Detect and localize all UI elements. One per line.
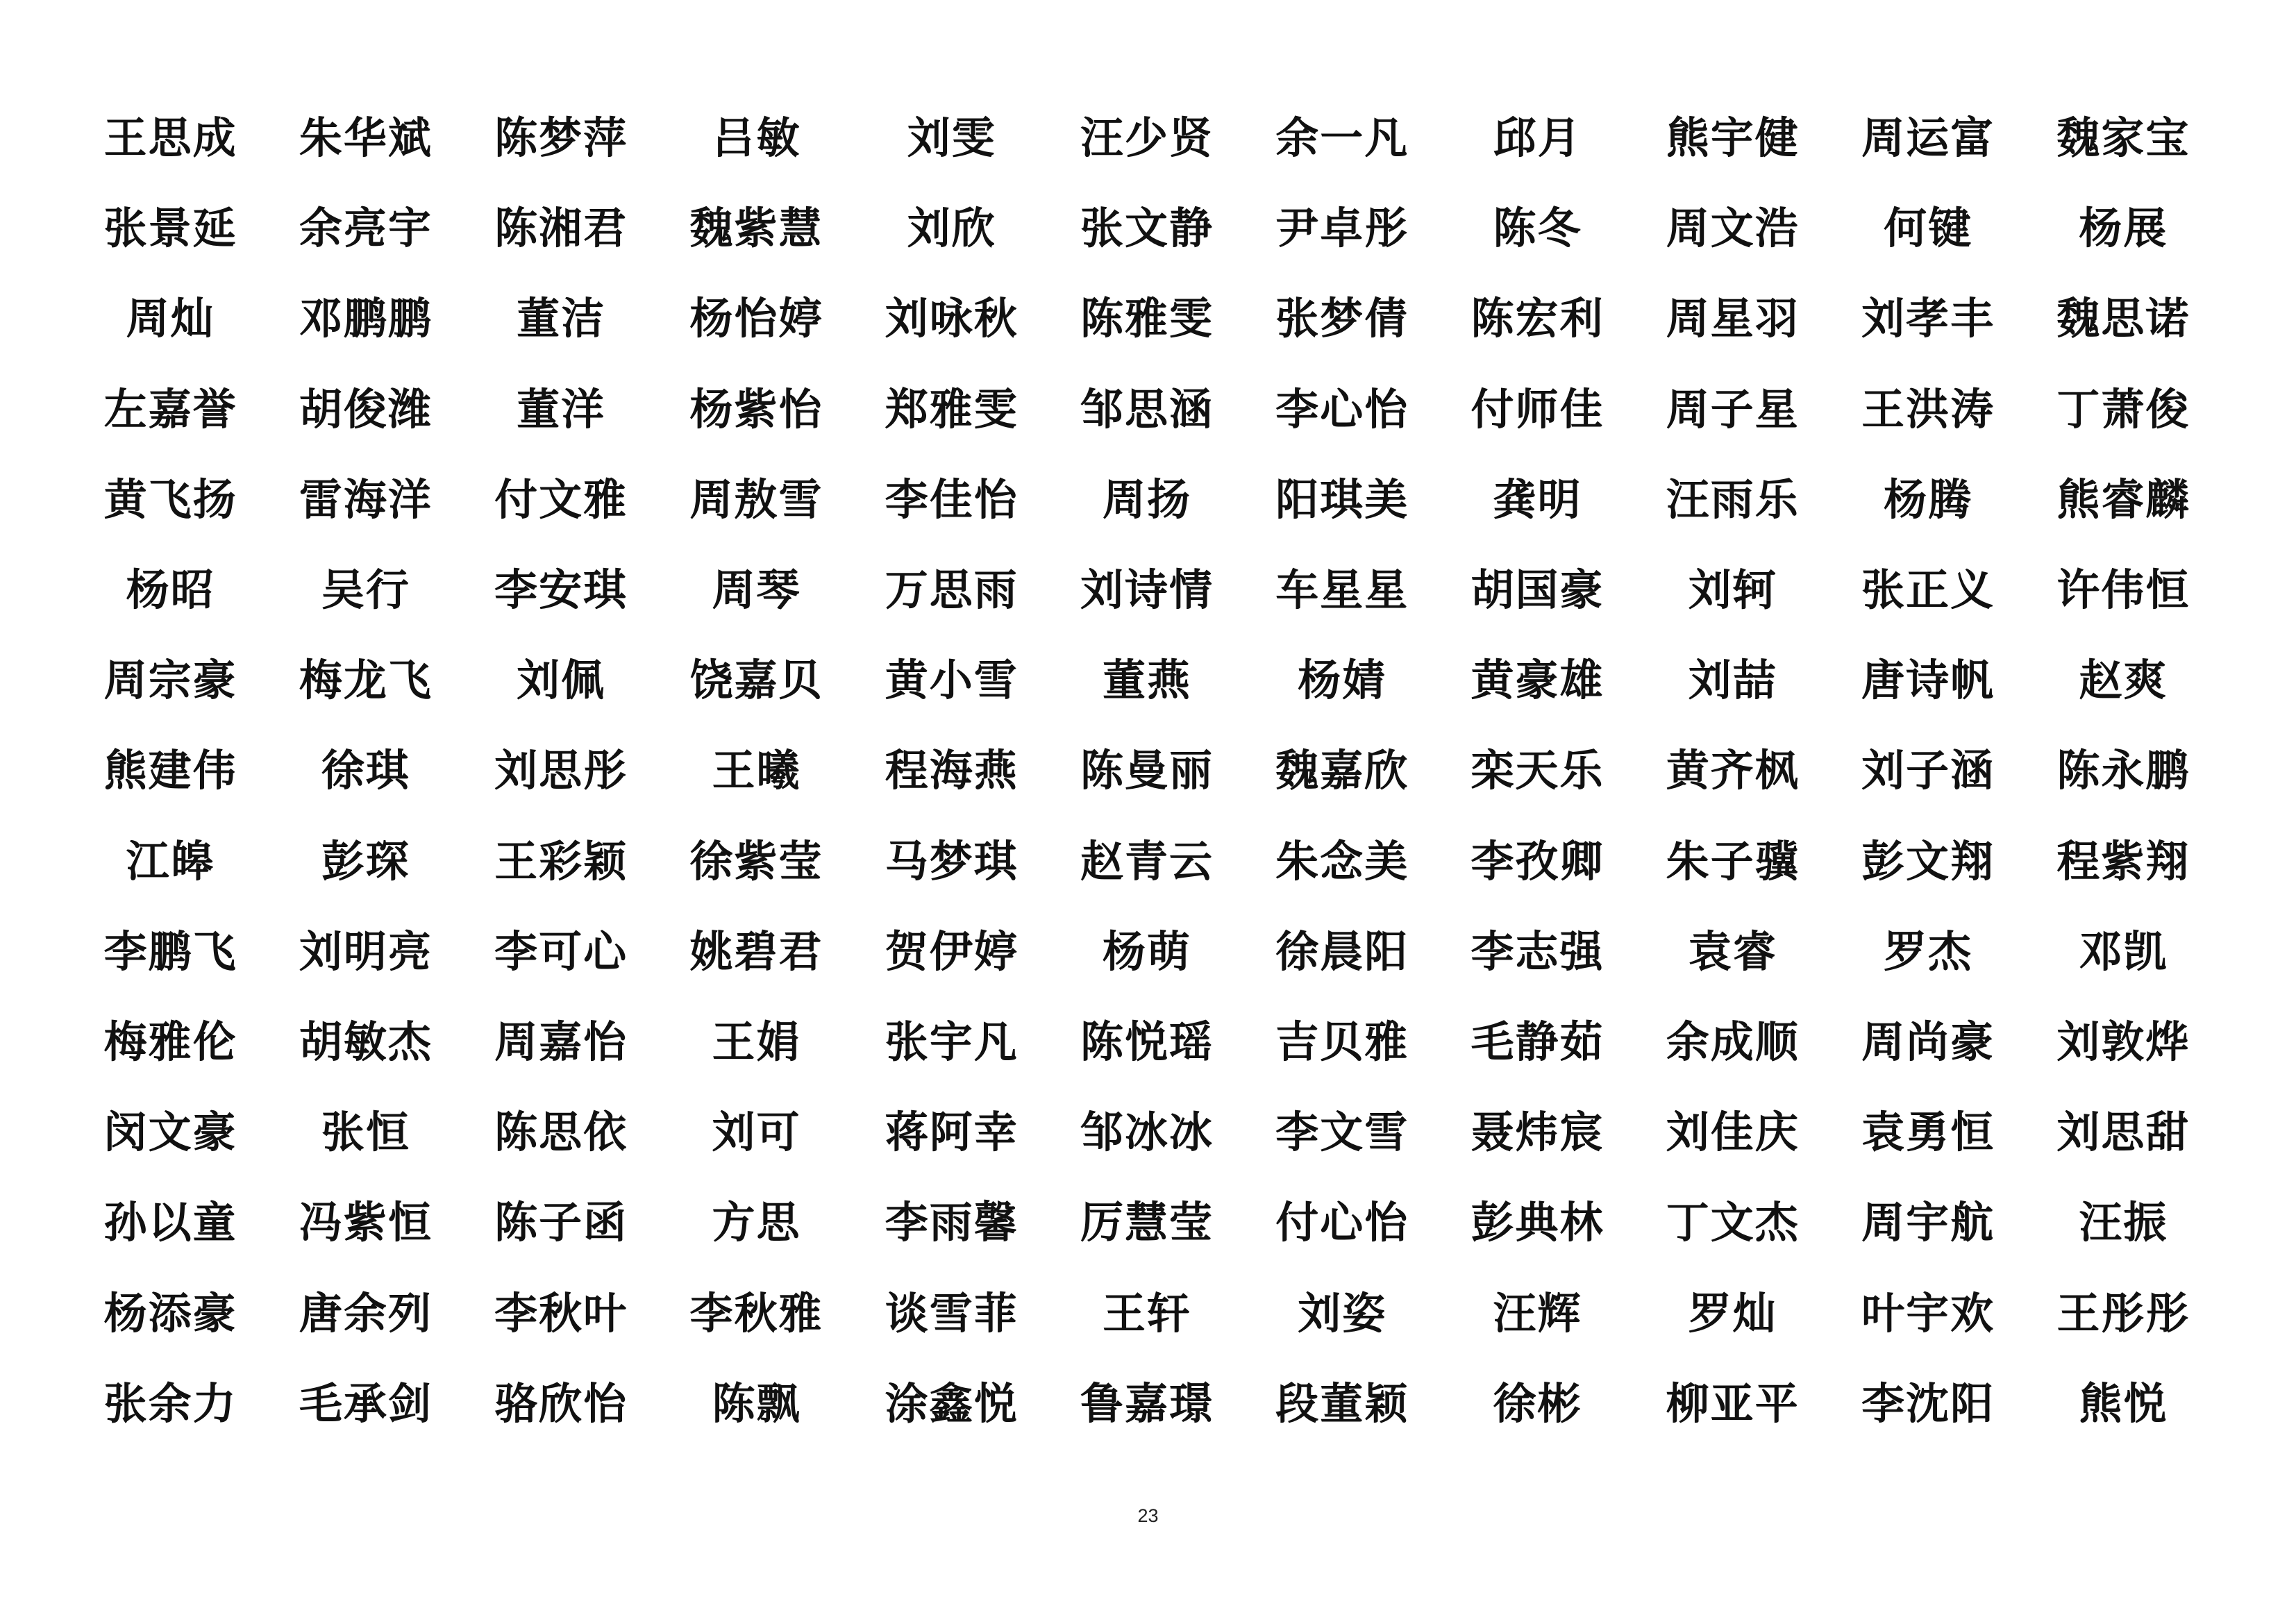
name-cell: 罗灿 xyxy=(1688,1287,1777,1339)
name-cell: 黄飞扬 xyxy=(103,474,237,525)
name-cell: 王轩 xyxy=(1102,1287,1191,1339)
name-cell: 刘欣 xyxy=(907,203,996,254)
name-cell: 李秋叶 xyxy=(494,1287,628,1339)
name-cell: 李佳怡 xyxy=(885,474,1019,525)
name-cell: 骆欣怡 xyxy=(494,1378,628,1429)
name-cell: 周星羽 xyxy=(1666,293,1800,344)
name-cell: 毛承剑 xyxy=(299,1378,433,1429)
name-cell: 杨展 xyxy=(2079,203,2168,254)
name-cell: 万思雨 xyxy=(885,564,1019,616)
name-cell: 车星星 xyxy=(1275,564,1409,616)
name-cell: 叶宇欢 xyxy=(1861,1287,1995,1339)
name-cell: 程海燕 xyxy=(885,745,1019,796)
name-cell: 刘姿 xyxy=(1298,1287,1387,1339)
name-cell: 刘明亮 xyxy=(299,926,433,977)
name-cell: 杨紫怡 xyxy=(689,383,823,435)
name-cell: 李秋雅 xyxy=(689,1287,823,1339)
name-cell: 吕敏 xyxy=(712,112,801,164)
names-grid xyxy=(73,93,2221,1449)
name-cell: 涂鑫悦 xyxy=(885,1378,1019,1429)
name-cell: 彭琛 xyxy=(321,835,410,887)
name-cell: 周运富 xyxy=(1861,112,1995,164)
name-cell: 王曦 xyxy=(712,745,801,796)
name-cell: 熊悦 xyxy=(2079,1378,2168,1429)
name-cell: 李鹏飞 xyxy=(103,926,237,977)
name-cell: 阳琪美 xyxy=(1275,474,1409,525)
name-cell: 龚明 xyxy=(1493,474,1582,525)
name-cell: 刘佳庆 xyxy=(1666,1107,1800,1158)
name-cell: 周尚豪 xyxy=(1861,1016,1995,1067)
name-cell: 朱华斌 xyxy=(299,112,433,164)
name-cell: 吉贝雅 xyxy=(1275,1016,1409,1067)
name-cell: 熊宇健 xyxy=(1666,112,1800,164)
name-cell: 黄齐枫 xyxy=(1666,745,1800,796)
name-cell: 董洁 xyxy=(517,293,606,344)
name-cell: 徐琪 xyxy=(321,745,410,796)
name-cell: 张宇凡 xyxy=(885,1016,1019,1067)
name-cell: 胡俊潍 xyxy=(299,383,433,435)
name-cell: 刘咏秋 xyxy=(885,293,1019,344)
name-cell: 栾天乐 xyxy=(1470,745,1604,796)
name-cell: 陈湘君 xyxy=(494,203,628,254)
name-cell: 汪雨乐 xyxy=(1666,474,1800,525)
name-cell: 尹卓彤 xyxy=(1275,203,1409,254)
name-cell: 王彤彤 xyxy=(2056,1287,2190,1339)
name-cell: 彭典林 xyxy=(1470,1197,1604,1248)
name-cell: 王娟 xyxy=(712,1016,801,1067)
name-cell: 付师佳 xyxy=(1470,383,1604,435)
name-cell: 王思成 xyxy=(103,112,237,164)
name-cell: 郑雅雯 xyxy=(885,383,1019,435)
name-cell: 魏家宝 xyxy=(2056,112,2190,164)
name-cell: 熊睿麟 xyxy=(2056,474,2190,525)
name-cell: 余成顺 xyxy=(1666,1016,1800,1067)
name-cell: 杨婧 xyxy=(1298,655,1387,706)
name-cell: 厉慧莹 xyxy=(1080,1197,1214,1248)
name-cell: 邹冰冰 xyxy=(1080,1107,1214,1158)
name-cell: 吴行 xyxy=(321,564,410,616)
name-cell: 刘思彤 xyxy=(494,745,628,796)
name-cell: 鲁嘉璟 xyxy=(1080,1378,1214,1429)
name-cell: 周宇航 xyxy=(1861,1197,1995,1248)
name-cell: 邱月 xyxy=(1493,112,1582,164)
page-number: 23 xyxy=(1137,1505,1159,1526)
name-cell: 闵文豪 xyxy=(103,1107,237,1158)
name-cell: 邓凯 xyxy=(2079,926,2168,977)
name-cell: 徐彬 xyxy=(1493,1378,1582,1429)
name-cell: 袁勇恒 xyxy=(1861,1107,1995,1158)
name-cell: 张余力 xyxy=(103,1378,237,1429)
name-cell: 许伟恒 xyxy=(2056,564,2190,616)
name-cell: 邹思涵 xyxy=(1080,383,1214,435)
name-cell: 陈宏利 xyxy=(1470,293,1604,344)
name-cell: 彭文翔 xyxy=(1861,835,1995,887)
name-cell: 刘思甜 xyxy=(2056,1107,2190,1158)
name-cell: 袁睿 xyxy=(1688,926,1777,977)
name-cell: 梅雅伦 xyxy=(103,1016,237,1067)
name-cell: 汪辉 xyxy=(1493,1287,1582,1339)
name-cell: 陈悦瑶 xyxy=(1080,1016,1214,1067)
name-cell: 丁萧俊 xyxy=(2056,383,2190,435)
name-cell: 陈曼丽 xyxy=(1080,745,1214,796)
name-cell: 李心怡 xyxy=(1275,383,1409,435)
name-cell: 方思 xyxy=(712,1197,801,1248)
name-cell: 徐晨阳 xyxy=(1275,926,1409,977)
name-cell: 黄小雪 xyxy=(885,655,1019,706)
name-cell: 陈永鹏 xyxy=(2056,745,2190,796)
name-cell: 胡国豪 xyxy=(1470,564,1604,616)
name-cell: 刘敦烨 xyxy=(2056,1016,2190,1067)
name-cell: 魏嘉欣 xyxy=(1275,745,1409,796)
name-cell: 李安琪 xyxy=(494,564,628,616)
name-cell: 张梦倩 xyxy=(1275,293,1409,344)
name-cell: 何键 xyxy=(1884,203,1973,254)
name-cell: 刘佩 xyxy=(517,655,606,706)
name-cell: 王彩颖 xyxy=(494,835,628,887)
name-cell: 付心怡 xyxy=(1275,1197,1409,1248)
name-cell: 刘孝丰 xyxy=(1861,293,1995,344)
name-cell: 饶嘉贝 xyxy=(689,655,823,706)
name-cell: 杨萌 xyxy=(1102,926,1191,977)
name-cell: 李雨馨 xyxy=(885,1197,1019,1248)
name-cell: 赵爽 xyxy=(2079,655,2168,706)
name-cell: 汪振 xyxy=(2079,1197,2168,1248)
name-cell: 姚碧君 xyxy=(689,926,823,977)
name-cell: 毛静茹 xyxy=(1470,1016,1604,1067)
name-cell: 刘可 xyxy=(712,1107,801,1158)
name-cell: 陈梦萍 xyxy=(494,112,628,164)
name-cell: 徐紫莹 xyxy=(689,835,823,887)
name-cell: 朱子骥 xyxy=(1666,835,1800,887)
name-cell: 邓鹏鹏 xyxy=(299,293,433,344)
name-cell: 余亮宇 xyxy=(299,203,433,254)
name-cell: 周琴 xyxy=(712,564,801,616)
name-cell: 周子星 xyxy=(1666,383,1800,435)
name-cell: 杨怡婷 xyxy=(689,293,823,344)
name-cell: 汪少贤 xyxy=(1080,112,1214,164)
name-cell: 刘轲 xyxy=(1688,564,1777,616)
name-cell: 朱念美 xyxy=(1275,835,1409,887)
name-cell: 付文雅 xyxy=(494,474,628,525)
name-cell: 张正义 xyxy=(1861,564,1995,616)
name-cell: 董燕 xyxy=(1102,655,1191,706)
name-cell: 柳亚平 xyxy=(1666,1378,1800,1429)
name-cell: 左嘉誉 xyxy=(103,383,237,435)
name-cell: 陈雅雯 xyxy=(1080,293,1214,344)
name-cell: 刘雯 xyxy=(907,112,996,164)
name-cell: 程紫翔 xyxy=(2056,835,2190,887)
name-cell: 熊建伟 xyxy=(103,745,237,796)
name-cell: 杨添豪 xyxy=(103,1287,237,1339)
name-cell: 李志强 xyxy=(1470,926,1604,977)
name-cell: 赵青云 xyxy=(1080,835,1214,887)
name-cell: 魏紫慧 xyxy=(689,203,823,254)
name-cell: 张恒 xyxy=(321,1107,410,1158)
name-cell: 王洪涛 xyxy=(1861,383,1995,435)
name-cell: 雷海洋 xyxy=(299,474,433,525)
name-cell: 谈雪菲 xyxy=(885,1287,1019,1339)
name-cell: 董洋 xyxy=(517,383,606,435)
name-cell: 周宗豪 xyxy=(103,655,237,706)
name-cell: 周文浩 xyxy=(1666,203,1800,254)
name-cell: 马梦琪 xyxy=(885,835,1019,887)
name-cell: 唐诗帆 xyxy=(1861,655,1995,706)
name-cell: 周扬 xyxy=(1102,474,1191,525)
name-cell: 江皞 xyxy=(126,835,215,887)
name-cell: 陈子函 xyxy=(494,1197,628,1248)
name-cell: 李可心 xyxy=(494,926,628,977)
name-cell: 周敖雪 xyxy=(689,474,823,525)
name-cell: 杨昭 xyxy=(126,564,215,616)
name-cell: 胡敏杰 xyxy=(299,1016,433,1067)
name-cell: 李孜卿 xyxy=(1470,835,1604,887)
name-cell: 刘子涵 xyxy=(1861,745,1995,796)
name-cell: 冯紫恒 xyxy=(299,1197,433,1248)
name-cell: 陈飘 xyxy=(712,1378,801,1429)
name-cell: 杨腾 xyxy=(1884,474,1973,525)
name-cell: 聂炜宸 xyxy=(1470,1107,1604,1158)
name-cell: 周嘉怡 xyxy=(494,1016,628,1067)
name-cell: 黄豪雄 xyxy=(1470,655,1604,706)
name-cell: 梅龙飞 xyxy=(299,655,433,706)
name-cell: 张景延 xyxy=(103,203,237,254)
name-cell: 魏思诺 xyxy=(2056,293,2190,344)
name-cell: 丁文杰 xyxy=(1666,1197,1800,1248)
name-cell: 蒋阿幸 xyxy=(885,1107,1019,1158)
name-cell: 李沈阳 xyxy=(1861,1378,1995,1429)
name-cell: 段董颖 xyxy=(1275,1378,1409,1429)
name-cell: 罗杰 xyxy=(1884,926,1973,977)
name-cell: 孙以童 xyxy=(103,1197,237,1248)
name-cell: 刘诗情 xyxy=(1080,564,1214,616)
name-cell: 李文雪 xyxy=(1275,1107,1409,1158)
name-cell: 唐余列 xyxy=(299,1287,433,1339)
name-cell: 贺伊婷 xyxy=(885,926,1019,977)
name-cell: 余一凡 xyxy=(1275,112,1409,164)
name-cell: 陈思依 xyxy=(494,1107,628,1158)
name-cell: 周灿 xyxy=(126,293,215,344)
name-cell: 陈冬 xyxy=(1493,203,1582,254)
name-cell: 刘喆 xyxy=(1688,655,1777,706)
name-cell: 张文静 xyxy=(1080,203,1214,254)
